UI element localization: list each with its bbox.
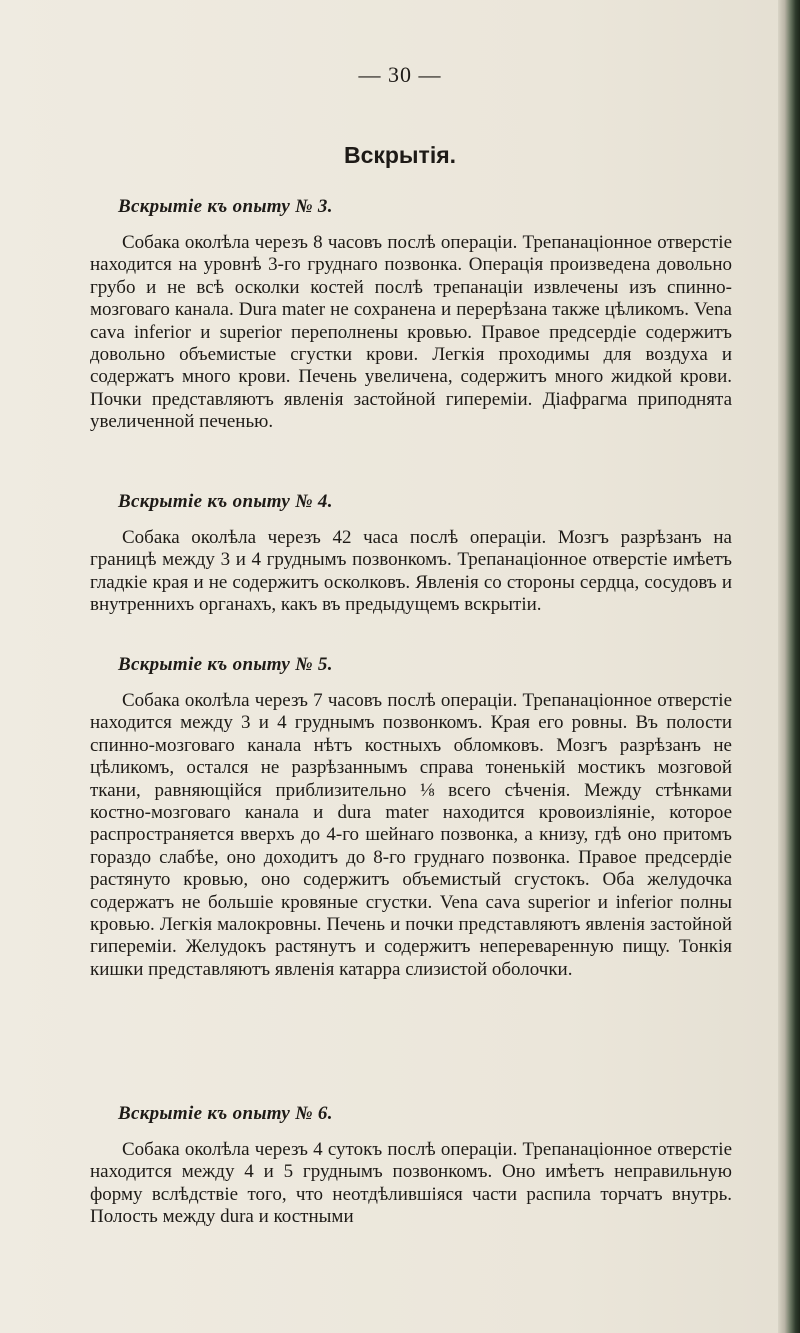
section-paragraph: Собака околѣла черезъ 8 часовъ послѣ операціи. Трепанаціонное отверстіе находится на уровнѣ 3-го груднаго позвонка. Операція произведена довольно грубо и не всѣ осколки костей послѣ трепанаціи извлечены изъ спинно-мозговаго канала. Dura mater не сохранена и перерѣзана также цѣликомъ. Vena cava inferior и superior переполнены кровью. Правое предсердіе содержитъ довольно объемистые сгустки крови. Легкія проходимы для воздуха и содержатъ много крови. Печень увеличена, содержитъ много жидкой крови. Почки представляютъ явленія застойной гипереміи. Діафрагма приподнята увеличенной печенью. xyxy=(90,232,732,433)
section-paragraph: Собака околѣла черезъ 4 сутокъ послѣ операціи. Трепанаціонное отверстіе находится между 4 и 5 груднымъ позвонкомъ. Оно имѣетъ неправильную форму вслѣдствіе того, что неотдѣлившіяся части распила торчатъ внутрь. Полость между dura и костными xyxy=(90,1139,732,1228)
page-number: — 30 — xyxy=(358,62,442,87)
autopsy-section-6 xyxy=(90,1103,732,1229)
autopsy-section-5 xyxy=(90,654,732,981)
section-heading: Вскрытіе къ опыту № 5. xyxy=(118,654,333,675)
section-heading: Вскрытіе къ опыту № 6. xyxy=(118,1103,333,1124)
autopsy-section-3 xyxy=(90,196,732,434)
section-heading: Вскрытіе къ опыту № 3. xyxy=(118,196,333,217)
autopsy-section-4 xyxy=(90,491,732,617)
section-heading: Вскрытіе къ опыту № 4. xyxy=(118,491,333,512)
section-paragraph: Собака околѣла черезъ 7 часовъ послѣ операціи. Трепанаціонное отверстіе находится между 3 и 4 груднымъ позвонкомъ. Края его ровны. Въ полости спинно-мозговаго канала нѣтъ костныхъ обломковъ. Мозгъ разрѣзанъ не цѣликомъ, остался не разрѣзаннымъ справа тоненькій мостикъ мозговой ткани, равняющійся приблизительно ⅛ всего сѣченія. Между стѣнками костно-мозговаго канала и dura mater находится кровоизліяніе, которое распространяется вверхъ до 4-го шейнаго позвонка, а книзу, гдѣ оно притомъ гораздо слабѣе, оно доходитъ до 8-го груднаго позвонка. Правое предсердіе растянуто кровью, оно содержитъ объемистый сгустокъ. Оба желудочка содержатъ не большіе кровяные сгустки. Vena cava superior и inferior полны кровью. Легкія малокровны. Печень и почки представляютъ явленія застойной гипереміи. Желудокъ растянутъ и содержитъ непереваренную пищу. Тонкія кишки представляютъ явленія катарра слизистой оболочки. xyxy=(90,690,732,980)
section-title: Вскрытія. xyxy=(343,142,457,168)
book-spine-edge xyxy=(778,0,800,1333)
section-paragraph: Собака околѣла черезъ 42 часа послѣ операціи. Мозгъ разрѣзанъ на границѣ между 3 и 4 груднымъ позвонкомъ. Трепанаціонное отверстіе имѣетъ гладкіе края и не содержитъ осколковъ. Явленія со стороны сердца, сосудовъ и внутреннихъ органахъ, какъ въ предыдущемъ вскрытіи. xyxy=(90,527,732,616)
